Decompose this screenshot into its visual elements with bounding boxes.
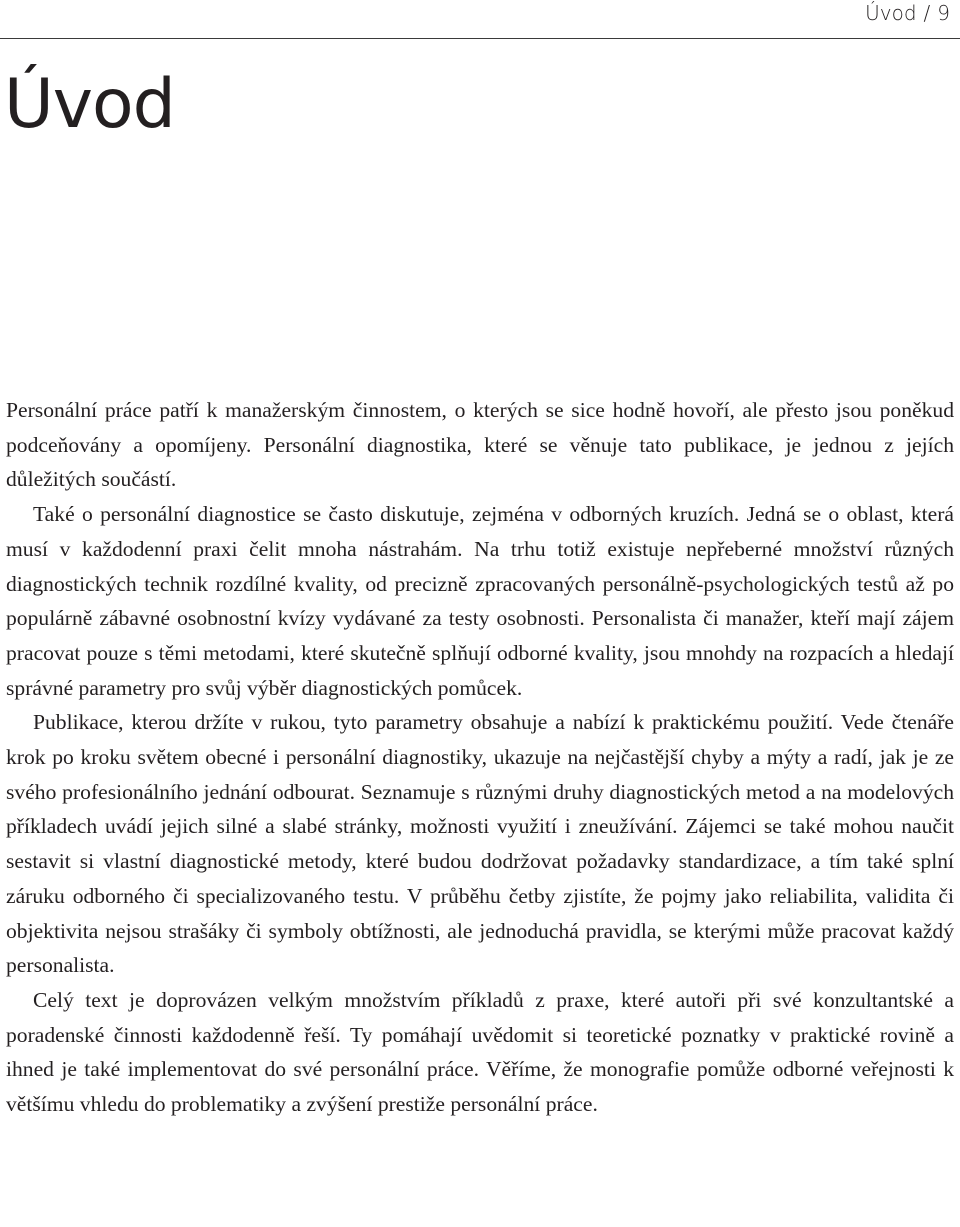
body-text [6, 393, 954, 1122]
header-separator: / [923, 1, 931, 25]
page-number: 9 [937, 1, 950, 25]
header-section-title: Úvod [865, 1, 917, 25]
chapter-title: Úvod [4, 65, 175, 144]
paragraph: Celý text je doprovázen velkým množstvím příkladů z praxe, které autoři při své konzultantské a poradenské činnosti každodenně řeší. Ty pomáhají uvědomit si teoretické poznatky v praktické rovině a ihned je také implementovat do své personální práce. Věříme, že monografie pomůže odborné veřejnosti k většímu vhledu do problematiky a zvýšení prestiže personální práce. [6, 987, 954, 1117]
paragraph: Publikace, kterou držíte v rukou, tyto parametry obsahuje a nabízí k praktickému použití. Vede čtenáře krok po kroku světem obecné i personální diagnostiky, ukazuje na nejčastější chyby a mýty a radí, jak je ze svého profesionálního jednání odbourat. Seznamuje s různými druhy diagnostických metod a na modelových příkladech uvádí jejich silné a slabé stránky, možnosti využití i zneužívání. Zájemci se také mohou naučit sestavit si vlastní diagnostické metody, které budou dodržovat požadavky standardizace, a tím také splní záruku odborného či specializovaného testu. V průběhu četby zjistíte, že pojmy jako reliabilita, validita či objektivita nejsou strašáky či symboly obtížnosti, ale jednoduchá pravidla, se kterými může pracovat každý personalista. [6, 710, 954, 978]
running-header-text [865, 1, 950, 25]
paragraph: Personální práce patří k manažerským činnostem, o kterých se sice hodně hovoří, ale přesto jsou poněkud podceňovány a opomíjeny. Personální diagnostika, které se věnuje tato publikace, je jednou z jejích důležitých součástí. [6, 398, 954, 492]
paragraph: Také o personální diagnostice se často diskutuje, zejména v odborných kruzích. Jedná se o oblast, která musí v každodenní praxi čelit mnoha nástrahám. Na trhu totiž existuje nepřeberné množství různých diagnostických technik rozdílné kvality, od precizně zpracovaných personálně-psychologických testů až po populárně zábavné osobnostní kvízy vydávané za testy osobnosti. Personalista či manažer, kteří mají zájem pracovat pouze s těmi metodami, které skutečně splňují odborné kvality, jsou mnohdy na rozpacích a hledají správné parametry pro svůj výběr diagnostických pomůcek. [6, 502, 954, 700]
running-header [0, 0, 960, 39]
